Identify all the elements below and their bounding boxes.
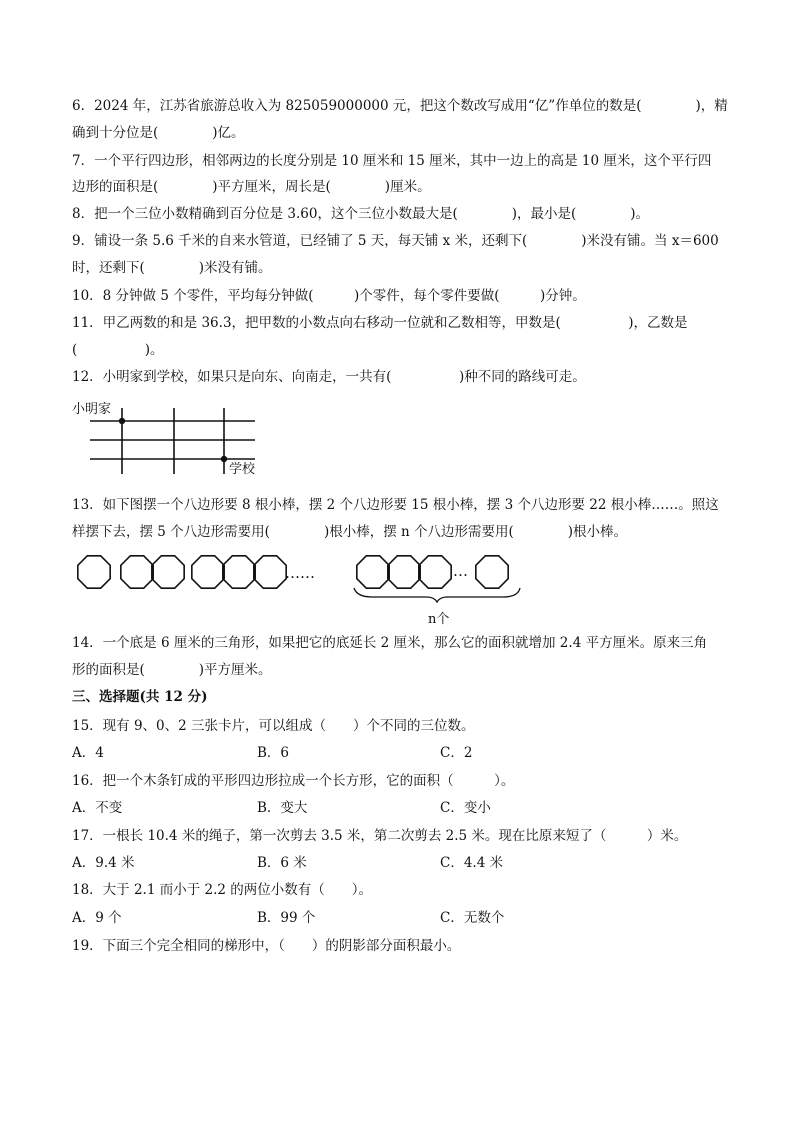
home-point: [119, 418, 125, 424]
q18-option-b[interactable]: B．99 个: [257, 910, 316, 926]
octagon-1: [78, 556, 110, 588]
q8-line1: 8．把一个三位小数精确到百分位是 3.60，这个三位小数最大是( )，最小是( )。: [72, 206, 650, 222]
octagon-6: [254, 556, 286, 588]
q6-line2: 确到十分位是( )亿。: [72, 125, 245, 141]
q15-option-b[interactable]: B．6: [257, 745, 290, 761]
q12-line1: 12．小明家到学校，如果只是向东、向南走，一共有( )种不同的路线可走。: [72, 369, 586, 385]
q17-options: [72, 854, 572, 872]
q11-line2: ( )。: [72, 342, 164, 358]
q19-stem: 19．下面三个完全相同的梯形中，（ ）的阴影部分面积最小。: [72, 938, 461, 954]
q10-line1: 10．8 分钟做 5 个零件，平均每分钟做( )个零件，每个零件要做( )分钟。: [72, 288, 586, 304]
q16-stem: 16．把一个木条钉成的平形四边形拉成一个长方形，它的面积（ ）。: [72, 773, 515, 789]
octagon-pattern-diagram: [72, 548, 522, 630]
label-home: 小明家: [72, 402, 112, 417]
q18-stem: 18．大于 2.1 而小于 2.2 的两位小数有（ ）。: [72, 882, 373, 898]
q17-option-c[interactable]: C．4.4 米: [440, 855, 504, 871]
octagon-7: [357, 556, 389, 588]
octagon-10: [476, 556, 508, 588]
q18-option-c[interactable]: C．无数个: [440, 910, 505, 926]
q11-line1: 11．甲乙两数的和是 36.3，把甲数的小数点向右移动一位就和乙数相等，甲数是( )，乙数是: [72, 315, 688, 331]
q16-option-b[interactable]: B．变大: [257, 800, 308, 816]
q16-option-a[interactable]: A．不变: [72, 800, 123, 816]
q16-option-c[interactable]: C．变小: [440, 800, 491, 816]
q6-line1: 6．2024 年，江苏省旅游总收入为 825059000000 元，把这个数改写成用“亿”作单位的数是( )，精: [72, 98, 728, 114]
octagon-2: [121, 556, 153, 588]
octagon-3: [152, 556, 184, 588]
bracket-brace: [354, 588, 520, 602]
octagon-4: [192, 556, 224, 588]
octagon-8: [388, 556, 420, 588]
octagon-5: [223, 556, 255, 588]
label-school: 学校: [229, 462, 256, 477]
q13-line2: 样摆下去，摆 5 个八边形需要用( )根小棒，摆 n 个八边形需要用( )根小棒。: [72, 524, 628, 540]
q17-option-b[interactable]: B．6 米: [257, 855, 307, 871]
q17-option-a[interactable]: A．9.4 米: [72, 855, 135, 871]
section-title: 三、选择题(共 12 分): [72, 689, 208, 705]
q18-options: [72, 909, 572, 927]
q16-options: [72, 799, 572, 817]
q17-stem: 17．一根长 10.4 米的绳子，第一次剪去 3.5 米，第二次剪去 2.5 米。现在比原来短了（ ）米。: [72, 828, 688, 844]
q15-options: [72, 744, 572, 762]
q18-option-a[interactable]: A．9 个: [72, 910, 122, 926]
school-point: [221, 456, 227, 462]
route-grid-diagram: [70, 398, 270, 478]
q7-line2: 边形的面积是( )平方厘米，周长是( )厘米。: [72, 179, 431, 195]
q15-option-a[interactable]: A．4: [72, 745, 104, 761]
ellipsis-dots: ……: [285, 564, 315, 582]
n-label: n个: [428, 612, 450, 627]
q9-line1: 9．铺设一条 5.6 千米的自来水管道，已经铺了 5 天，每天铺 x 米，还剩下( )米没有铺。当 x＝600: [72, 233, 719, 249]
q9-line2: 时，还剩下( )米没有铺。: [72, 260, 272, 276]
inner-ellipsis: …: [453, 562, 468, 580]
q15-stem: 15．现有 9、0、2 三张卡片，可以组成（ ）个不同的三位数。: [72, 718, 475, 734]
q15-option-c[interactable]: C．2: [440, 745, 473, 761]
q14-line1: 14．一个底是 6 厘米的三角形，如果把它的底延长 2 厘米，那么它的面积就增加 2.4 平方厘米。原来三角: [72, 635, 708, 651]
q7-line1: 7．一个平行四边形，相邻两边的长度分别是 10 厘米和 15 厘米，其中一边上的高是 10 厘米，这个平行四: [72, 153, 712, 169]
q14-line2: 形的面积是( )平方厘米。: [72, 662, 272, 678]
q13-line1: 13．如下图摆一个八边形要 8 根小棒，摆 2 个八边形要 15 根小棒，摆 3 个八边形要 22 根小棒……。照这: [72, 497, 719, 513]
octagon-9: [419, 556, 451, 588]
